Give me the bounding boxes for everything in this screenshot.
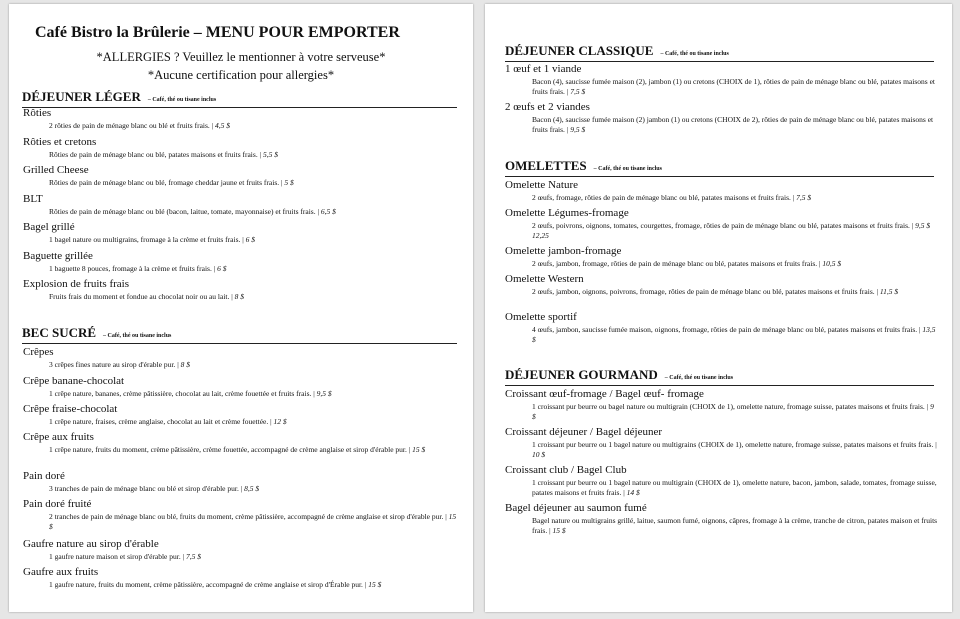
item-description: 1 crêpe nature, bananes, crème pâtissière, chocolat au lait, crème fouettée et fruits frais. | 9,5 $: [49, 389, 332, 398]
menu-item: [505, 245, 938, 269]
item-name: Rôties: [23, 107, 52, 119]
item-price: 15 $: [412, 445, 426, 454]
item-name: Rôties et cretons: [23, 136, 97, 148]
menu-item: [23, 538, 459, 562]
item-description: Bacon (4), saucisse fumée maison (2) jambon (1) ou cretons (CHOIX de 2), rôties de pain de ménage blanc ou blé, patates maisons et fruits frais. | 9,5 $: [532, 115, 934, 134]
menu-item: [505, 464, 938, 498]
item-price: 5,5 $: [262, 150, 278, 159]
item-name: Omelette Western: [505, 273, 584, 285]
item-price: 15 $: [552, 526, 566, 535]
item-description: 1 croissant pur beurre ou bagel nature ou multigrain (CHOIX de 1), omelette nature, fromage suisse, patates maisons et fruits frais. | 9 $: [532, 402, 934, 421]
item-price: 10 $: [532, 450, 546, 459]
item-description: 2 œufs, poivrons, oignons, tomates, courgettes, fromage, rôties de pain de ménage blanc ou blé, patates maisons et fruits frais. | 9,5 $ 12,25: [532, 221, 931, 240]
section-note: – Café, thé ou tisane inclus: [147, 97, 217, 103]
item-name: Baguette grillée: [23, 250, 93, 262]
menu-item: [505, 101, 938, 135]
section-title: OMELETTES: [505, 158, 587, 173]
item-price: 15 $: [49, 512, 457, 531]
section-header-dejeuner-leger: [22, 88, 457, 108]
section-title: BEC SUCRÉ: [22, 325, 97, 340]
item-name: Pain doré: [23, 470, 65, 482]
item-name: Bagel déjeuner au saumon fumé: [505, 502, 647, 514]
item-price: 6 $: [217, 264, 227, 273]
item-name: Gaufre aux fruits: [23, 566, 99, 578]
item-name: BLT: [23, 193, 43, 205]
item-name: Omelette Nature: [505, 179, 578, 191]
item-description: 2 rôties de pain de ménage blanc ou blé et fruits frais. | 4,5 $: [49, 121, 231, 130]
item-name: Bagel grillé: [23, 221, 75, 233]
item-price: 9,5 $: [316, 389, 332, 398]
item-description: Rôties de pain de ménage blanc ou blé, fromage cheddar jaune et fruits frais. | 5 $: [49, 178, 294, 187]
item-price: 13,5 $: [532, 325, 936, 344]
item-description: Bacon (4), saucisse fumée maison (2), jambon (1) ou cretons (CHOIX de 1), rôties de pain de ménage blanc ou blé, patates maisons et fruits frais. | 7,5 $: [532, 77, 936, 96]
item-description: 2 œufs, jambon, fromage, rôties de pain de ménage blanc ou blé, patates maisons et fruits frais. | 10,5 $: [532, 259, 842, 268]
item-name: Omelette sportif: [505, 311, 577, 323]
section-note: – Café, thé ou tisane inclus: [593, 166, 662, 172]
item-price: 7,5 $: [796, 193, 812, 202]
menu-item: [23, 566, 459, 590]
item-price: 6,5 $: [320, 207, 336, 216]
certification-notice: *Aucune certification pour allergies*: [147, 68, 335, 82]
item-description: 1 gaufre nature maison et sirop d'érable pur. | 7,5 $: [49, 552, 201, 561]
menu-item: [23, 193, 459, 217]
item-price: 8 $: [234, 292, 245, 301]
item-description: Rôties de pain de ménage blanc ou blé, patates maisons et fruits frais. | 5,5 $: [49, 150, 278, 159]
section-note: – Café, thé ou tisane inclus: [103, 333, 172, 339]
item-price: 6 $: [245, 235, 256, 244]
item-description: 1 croissant pur beurre ou 1 bagel nature ou multigrains (CHOIX de 1), omelette nature, fromage suisse, patates maisons et fruits frais. | 10 $: [532, 440, 937, 459]
section-note: – Café, thé ou tisane inclus: [664, 375, 734, 381]
item-price: 9 $: [532, 402, 934, 421]
menu-item: [23, 107, 459, 131]
item-price: 7,5 $: [570, 87, 586, 96]
item-name: 1 œuf et 1 viande: [505, 63, 582, 75]
item-price: 7,5 $: [186, 552, 201, 561]
item-description: 2 œufs, fromage, rôties de pain de ménage blanc ou blé, patates maisons et fruits frais. | 7,5 $: [532, 193, 812, 202]
menu-item: [23, 346, 459, 370]
menu-title: Café Bistro la Brûlerie – MENU POUR EMPORTER: [35, 24, 400, 41]
item-price: 9,5 $: [570, 125, 586, 134]
item-name: Gaufre nature au sirop d'érable: [23, 538, 159, 550]
item-description: 3 crêpes fines nature au sirop d'érable pur. | 8 $: [49, 360, 190, 369]
item-name: Crêpe banane-chocolat: [23, 375, 125, 387]
item-description: Rôties de pain de ménage blanc ou blé (bacon, laitue, tomate, mayonnaise) et fruits frais. | 6,5 $: [49, 207, 336, 216]
item-price: 8,5 $: [244, 484, 260, 493]
item-name: Crêpe fraise-chocolat: [23, 403, 118, 415]
item-price: 8 $: [180, 360, 190, 369]
allergies-notice: *ALLERGIES ? Veuillez le mentionner à votre serveuse*: [96, 50, 386, 64]
item-name: Crêpe aux fruits: [23, 431, 94, 443]
item-price: 12 $: [273, 417, 287, 426]
item-description: 1 gaufre nature, fruits du moment, crème pâtissière, accompagné de crème anglaise et sirop d'Érable pur. | 15 $: [49, 580, 382, 589]
menu-item: [23, 250, 459, 274]
item-name: Omelette jambon-fromage: [505, 245, 622, 257]
menu-item: [23, 470, 459, 494]
section-note: – Café, thé ou tisane inclus: [660, 51, 729, 57]
item-name: Omelette Légumes-fromage: [505, 207, 629, 219]
item-description: Fruits frais du moment et fondue au chocolat noir ou au lait. | 8 $: [49, 292, 245, 301]
item-description: 3 tranches de pain de ménage blanc ou blé et sirop d'érable pur. | 8,5 $: [49, 484, 260, 493]
section-title: DÉJEUNER GOURMAND: [505, 367, 658, 382]
section-title: DÉJEUNER CLASSIQUE: [505, 43, 654, 58]
item-name: Croissant déjeuner / Bagel déjeuner: [505, 426, 663, 438]
item-description: 1 bagel nature ou multigrains, fromage à la crème et fruits frais. | 6 $: [49, 235, 256, 244]
menu-item: [23, 278, 459, 302]
item-price: 15 $: [368, 580, 382, 589]
menu-item: [505, 502, 938, 536]
item-description: 1 croissant pur beurre ou 1 bagel nature ou multigrain (CHOIX de 1), omelette nature, bacon, jambon, salade, tomates, fromage suisse, patates maisons et fruits frais. | 14 $: [532, 478, 937, 497]
section-header-bec-sucre: [22, 324, 457, 344]
item-name: Crêpes: [23, 346, 54, 358]
item-name: Explosion de fruits frais: [23, 278, 130, 290]
menu-item: [23, 403, 459, 427]
item-description: 2 tranches de pain de ménage blanc ou blé, fruits du moment, crème pâtissière, accompagné de crème anglaise et sirop d'érable pur. | 15 $: [49, 512, 457, 531]
menu-item: [23, 498, 459, 532]
item-price: 14 $: [626, 488, 640, 497]
item-price: 11,5 $: [879, 287, 899, 296]
item-price: 5 $: [284, 178, 294, 187]
menu-page-right: [485, 4, 952, 612]
item-name: 2 œufs et 2 viandes: [505, 101, 590, 113]
menu-page-left: [9, 4, 473, 612]
section-header-dejeuner-classique: [505, 42, 934, 62]
menu-item: [505, 426, 938, 460]
menu-item: [505, 388, 938, 422]
menu-item: [23, 431, 459, 455]
section-header-dejeuner-gourmand: [505, 366, 934, 386]
item-description: 4 œufs, jambon, saucisse fumée maison, oignons, fromage, rôties de pain de ménage blanc ou blé, patates maisons et fruits frais. | 13,5 $: [532, 325, 936, 344]
menu-item: [505, 311, 938, 345]
item-description: 2 œufs, jambon, oignons, poivrons, fromage, rôties de pain de ménage blanc ou blé, patates maisons et fruits frais. | 11,5 $: [532, 287, 899, 296]
section-title: DÉJEUNER LÉGER: [22, 89, 141, 104]
menu-item: [23, 375, 459, 399]
menu-item: [505, 273, 938, 297]
item-price: 9,5 $ 12,25: [532, 221, 931, 240]
section-header-omelettes: [505, 157, 934, 177]
item-price: 10,5 $: [822, 259, 842, 268]
item-price: 4,5 $: [215, 121, 231, 130]
item-description: 1 crêpe nature, fraises, crème anglaise, chocolat au lait et crème fouettée. | 12 $: [49, 417, 287, 426]
item-description: 1 baguette 8 pouces, fromage à la crème et fruits frais. | 6 $: [49, 264, 227, 273]
menu-item: [505, 179, 938, 203]
item-name: Croissant œuf-fromage / Bagel œuf- fromage: [505, 388, 704, 400]
item-name: Grilled Cheese: [23, 164, 89, 176]
item-name: Pain doré fruité: [23, 498, 92, 510]
menu-item: [23, 164, 459, 188]
item-name: Croissant club / Bagel Club: [505, 464, 627, 476]
menu-item: [23, 136, 459, 160]
item-description: 1 crêpe nature, fruits du moment, crème pâtissière, crème fouettée, accompagné de crème anglaise et sirop d'érable pur. | 15 $: [49, 445, 426, 454]
menu-item: [23, 221, 459, 245]
item-description: Bagel nature ou multigrains grillé, laitue, saumon fumé, oignons, câpres, fromage à la crème, tranche de citron, patates maison et fruits frais. | 15 $: [532, 516, 938, 535]
menu-item: [505, 63, 938, 97]
menu-item: [505, 207, 938, 241]
